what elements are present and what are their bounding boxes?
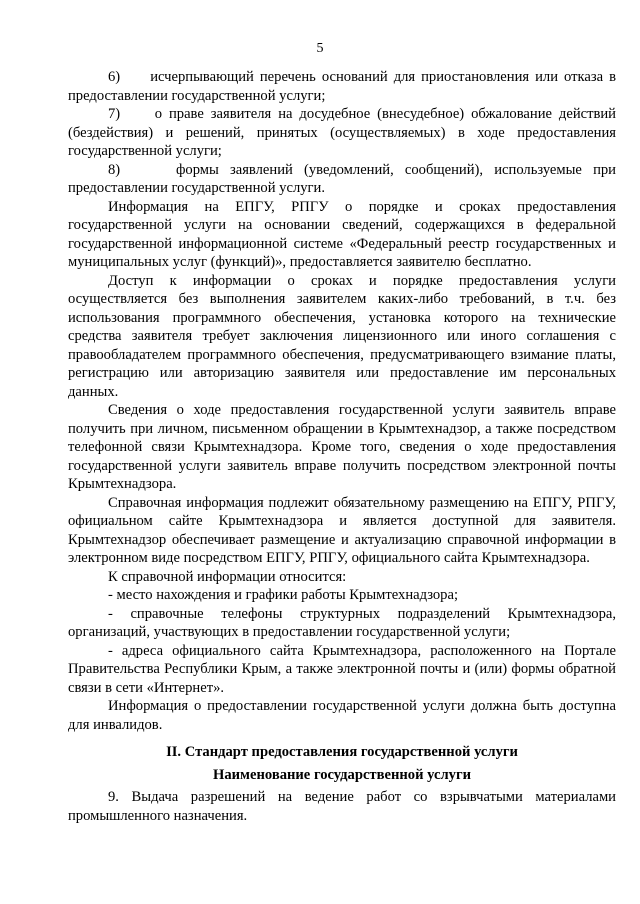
bullet-addresses: - адреса официального сайта Крымтехнадзора, расположенного на Портале Правительства Республики Крым, а также электронной почты и (или) формы обратной связи в сети «Интернет». <box>68 642 616 696</box>
paragraph-reference-info: Справочная информация подлежит обязательному размещению на ЕПГУ, РПГУ, официальном сайте Крымтехнадзора и является доступной для заявителя. Крымтехнадзор обеспечивает размещение и актуализацию справочной информации в электронном виде посредством ЕПГУ, РПГУ, официального сайта Крымтехнадзора. <box>68 494 616 566</box>
bullet-phones: - справочные телефоны структурных подразделений Крымтехнадзора, организаций, участвующих в предоставлении государственной услуги; <box>68 605 616 640</box>
spacer <box>68 734 616 743</box>
paragraph-disabled-access: Информация о предоставлении государственной услуги должна быть доступна для инвалидов. <box>68 698 616 733</box>
list-item-8: 8) формы заявлений (уведомлений, сообщений), используемые при предоставлении государственной услуги. <box>68 161 616 196</box>
subsection-heading: Наименование государственной услуги <box>213 766 471 783</box>
section-heading: II. Стандарт предоставления государственной услуги <box>166 744 518 760</box>
paragraph-reference-intro: К справочной информации относится: <box>108 568 347 585</box>
paragraph-epgu-info: Информация на ЕПГУ, РПГУ о порядке и сроках предоставления государственной услуги на основании сведений, содержащихся в федеральной государственной информационной системе «Федеральный реестр государственных и муниципальных услуг (функций)», предоставляется заявителю бесплатно. <box>68 198 616 270</box>
document-body <box>68 68 616 825</box>
paragraph-progress-info: Сведения о ходе предоставления государственной услуги заявитель вправе получить при личном, письменном обращении в Крымтехнадзор, а также посредством телефонной связи Крымтехнадзора. Кроме того, сведения о ходе предоставления государственной услуги заявитель вправе получить посредством электронной почты Крымтехнадзора. <box>68 402 616 492</box>
page-number: 5 <box>316 41 324 56</box>
list-item-7: 7) о праве заявителя на досудебное (внесудебное) обжалование действий (бездействия) и решений, принятых (осуществляемых) в ходе предоставления государственной услуги; <box>68 106 616 159</box>
paragraph-service-name: 9. Выдача разрешений на ведение работ со взрывчатыми материалами промышленного назначения. <box>68 789 616 824</box>
list-item-6: 6) исчерпывающий перечень оснований для приостановления или отказа в предоставлении государственной услуги; <box>68 69 616 104</box>
paragraph-access: Доступ к информации о сроках и порядке предоставления услуги осуществляется без выполнения заявителем каких-либо требований, в т.ч. без использования программного обеспечения, установка которого на технические средства заявителя требует заключения лицензионного или иного соглашения с правообладателем программного обеспечения, предусматривающего взимание платы, регистрацию или авторизацию заявителя или предоставление им персональных данных. <box>68 272 616 400</box>
bullet-location: - место нахождения и графики работы Крымтехнадзора; <box>108 587 459 603</box>
